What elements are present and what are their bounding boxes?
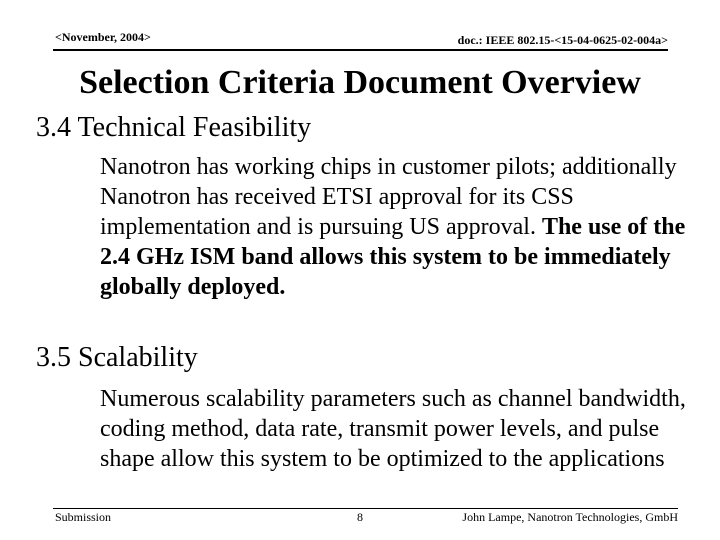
section-body-technical-feasibility <box>100 152 700 302</box>
header-doc-id: doc.: IEEE 802.15-<15-04-0625-02-004a> <box>457 33 668 47</box>
section-body-scalability: Numerous scalability parameters such as channel bandwidth, coding method, data rate, transmit power levels, and pulse shape allow this system to be optimized to the applications <box>100 386 686 472</box>
section-heading-scalability: 3.5 Scalability <box>36 342 198 373</box>
section-heading-technical-feasibility: 3.4 Technical Feasibility <box>36 112 312 143</box>
slide-title: Selection Criteria Document Overview <box>79 64 641 101</box>
footer-author: John Lampe, Nanotron Technologies, GmbH <box>462 510 678 524</box>
header-date: <November, 2004> <box>55 30 151 44</box>
footer-page-number: 8 <box>357 510 363 524</box>
body-emphasis-text: The use of the 2.4 GHz ISM band allows this system to be immediately globally deployed. <box>100 214 686 300</box>
footer-divider <box>53 508 678 509</box>
header-divider <box>53 49 668 51</box>
footer-submission: Submission <box>55 510 112 524</box>
body-text: Nanotron has working chips in customer pilots; additionally Nanotron has received ETSI approval for its CSS implementation and is pursuing US approval. <box>100 154 677 240</box>
